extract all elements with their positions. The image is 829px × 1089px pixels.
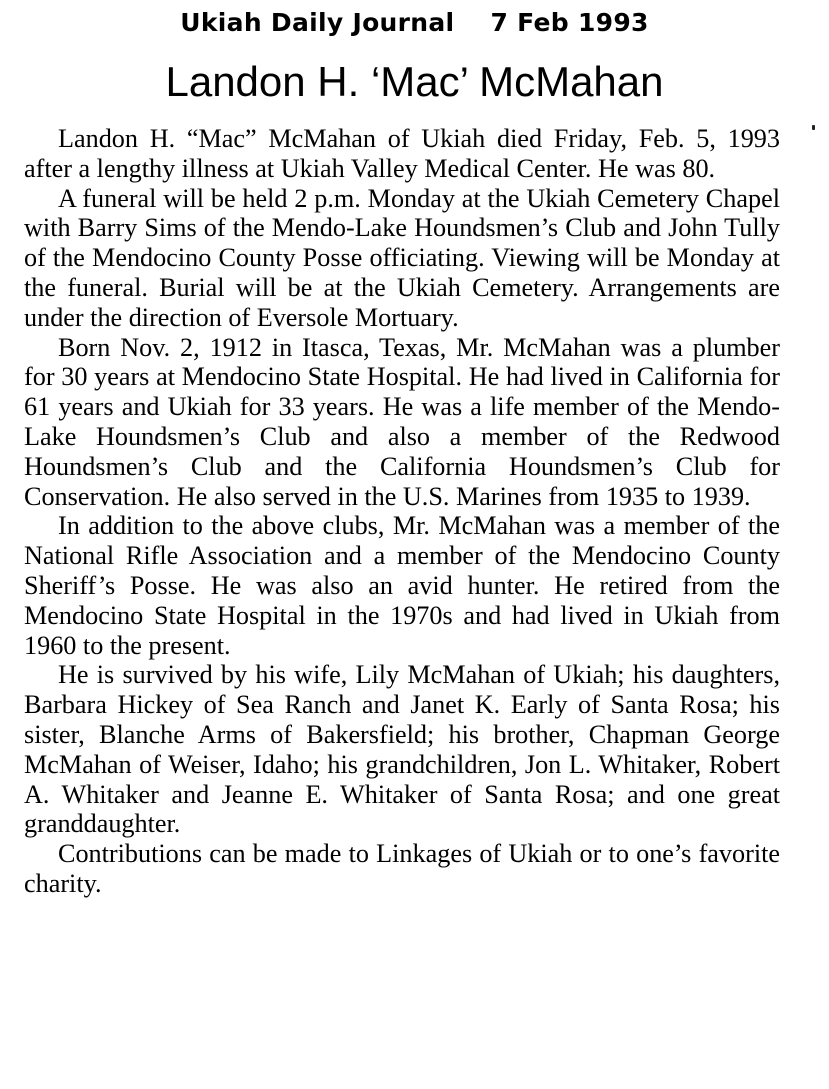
obituary-headline: Landon H. ‘Mac’ McMahan bbox=[165, 58, 664, 105]
publication-name: Ukiah Daily Journal bbox=[180, 8, 455, 37]
paragraph-biography: Born Nov. 2, 1912 in Itasca, Texas, Mr. McMahan was a plumber for 30 years at Mendocino State Hospital. He had lived in California for 61 years and Ukiah for 33 years. He was a life member of the Mendo-Lake Houndsmen’s Club and also a member of the Redwood Houndsmen’s Club and the California Houndsmen’s Club for Conservation. He also served in the U.S. Marines from 1935 to 1939. bbox=[24, 332, 780, 511]
paragraph-contributions: Contributions can be made to Linkages of Ukiah or to one’s favorite charity. bbox=[24, 839, 780, 898]
obituary-body bbox=[24, 124, 780, 899]
clipping-source-line bbox=[0, 8, 829, 37]
paragraph-memberships: In addition to the above clubs, Mr. McMahan was a member of the National Rifle Association and a member of the Mendocino County Sheriff’s Posse. He was also an avid hunter. He retired from the Mendocino State Hospital in the 1970s and had lived in Ukiah from 1960 to the present. bbox=[24, 511, 780, 660]
paragraph-death-notice: Landon H. “Mac” McMahan of Ukiah died Friday, Feb. 5, 1993 after a lengthy illness at Ukiah Valley Medical Center. He was 80. bbox=[24, 124, 780, 183]
print-speck bbox=[812, 125, 815, 130]
paragraph-survivors: He is survived by his wife, Lily McMahan of Ukiah; his daughters, Barbara Hickey of Sea Ranch and Janet K. Early of Santa Rosa; his sister, Blanche Arms of Bakersfield; his brother, Chapman George McMahan of Weiser, Idaho; his grandchildren, Jon L. Whitaker, Robert A. Whitaker and Jeanne E. Whitaker of Santa Rosa; and one great granddaughter. bbox=[24, 660, 780, 839]
paragraph-funeral: A funeral will be held 2 p.m. Monday at the Ukiah Cemetery Chapel with Barry Sims of the Mendo-Lake Houndsmen’s Club and John Tully of the Mendocino County Posse officiating. Viewing will be Monday at the funeral. Burial will be at the Ukiah Cemetery. Arrangements are under the direction of Eversole Mortuary. bbox=[24, 183, 780, 332]
publication-date: 7 Feb 1993 bbox=[490, 8, 649, 37]
